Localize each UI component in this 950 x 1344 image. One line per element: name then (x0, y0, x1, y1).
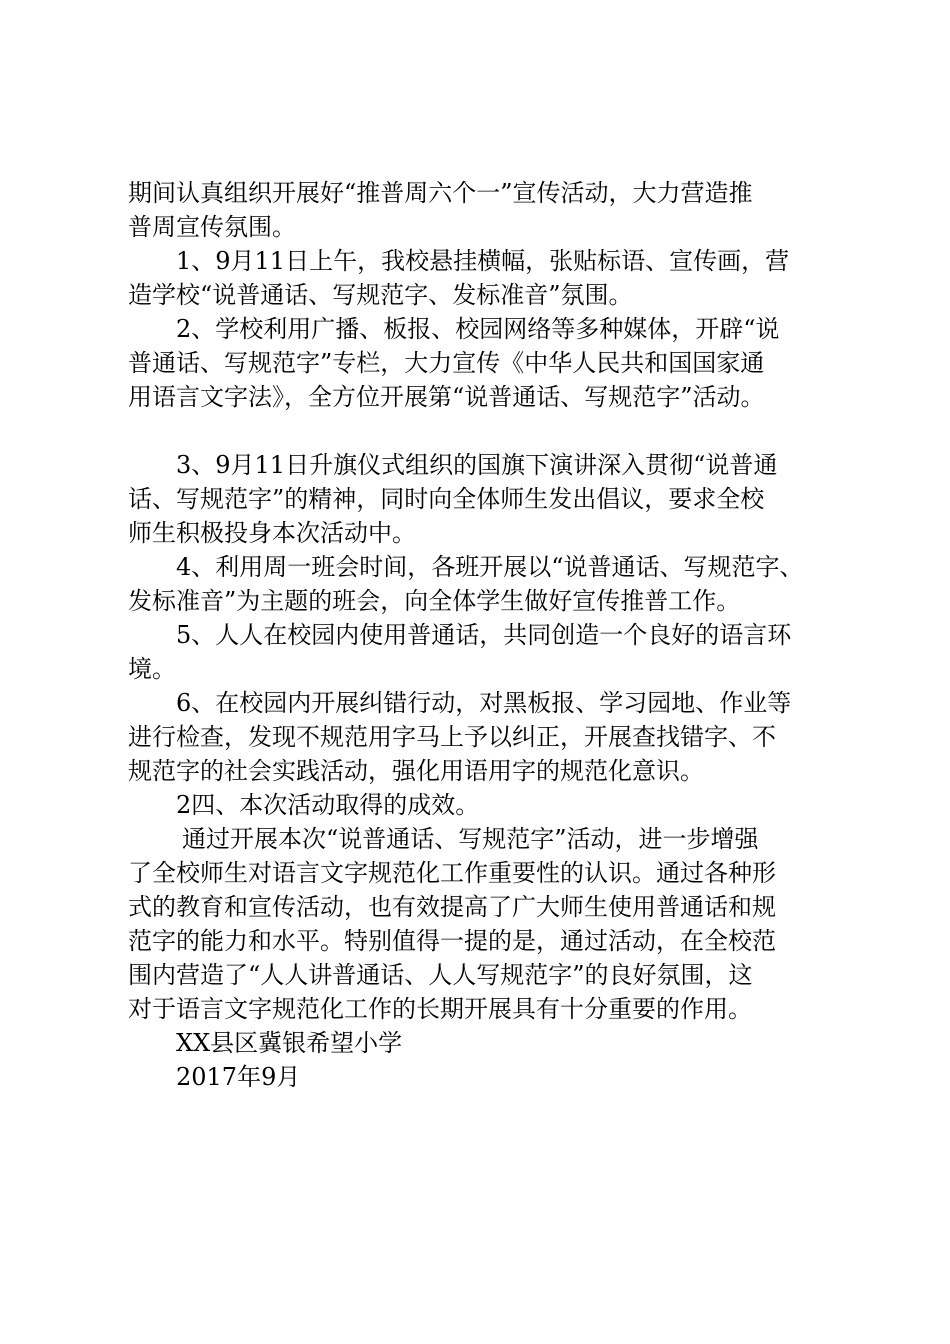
text-line: 范字的能力和水平。特别值得一提的是，通过活动，在全校范 (128, 927, 776, 955)
text-line: 普通话、写规范字”专栏，大力宣传《中华人民共和国国家通 (128, 349, 765, 377)
signature-date: 2017年9月 (176, 1063, 301, 1091)
text-line: 期间认真组织开展好“推普周六个一”宣传活动，大力营造推 (128, 179, 753, 207)
text-line: 对于语言文字规范化工作的长期开展具有十分重要的作用。 (128, 995, 752, 1023)
section-heading: 2四、本次活动取得的成效。 (176, 791, 480, 819)
text-line: 6、在校园内开展纠错行动，对黑板报、学习园地、作业等 (176, 689, 792, 717)
text-line: 话、写规范字”的精神，同时向全体师生发出倡议，要求全校 (128, 485, 765, 513)
text-line: 进行检查，发现不规范用字马上予以纠正，开展查找错字、不 (128, 723, 776, 751)
blank-line (128, 414, 848, 448)
text-line: 规范字的社会实践活动，强化用语用字的规范化意识。 (128, 757, 704, 785)
signature-school: XX县区冀银希望小学 (176, 1029, 403, 1057)
text-line: 式的教育和宣传活动，也有效提高了广大师生使用普通话和规 (128, 893, 776, 921)
text-line: 境。 (128, 655, 176, 683)
text-line: 1、9月11日上午，我校悬挂横幅，张贴标语、宣传画，营 (176, 247, 790, 275)
text-line: 围内营造了“人人讲普通话、人人写规范字”的良好氛围，这 (128, 961, 753, 989)
text-line: 发标准音”为主题的班会，向全体学生做好宣传推普工作。 (128, 587, 741, 615)
text-line: 造学校“说普通话、写规范字、发标准音”氛围。 (128, 281, 633, 309)
document-body (128, 176, 848, 1094)
text-line: 通过开展本次“说普通话、写规范字”活动，进一步增强 (182, 825, 759, 853)
text-line: 用语言文字法》，全方位开展第“说普通话、写规范字”活动。 (128, 383, 765, 411)
text-line: 4、利用周一班会时间，各班开展以“说普通话、写规范字、 (176, 553, 804, 581)
text-line: 3、9月11日升旗仪式组织的国旗下演讲深入贯彻“说普通 (176, 451, 778, 479)
text-line: 普周宣传氛围。 (128, 213, 296, 241)
text-line: 师生积极投身本次活动中。 (128, 519, 416, 547)
text-line: 了全校师生对语言文字规范化工作重要性的认识。通过各种形 (128, 859, 776, 887)
text-line: 2、学校利用广播、板报、校园网络等多种媒体，开辟“说 (176, 315, 780, 343)
text-line: 5、人人在校园内使用普通话，共同创造一个良好的语言环 (176, 621, 792, 649)
